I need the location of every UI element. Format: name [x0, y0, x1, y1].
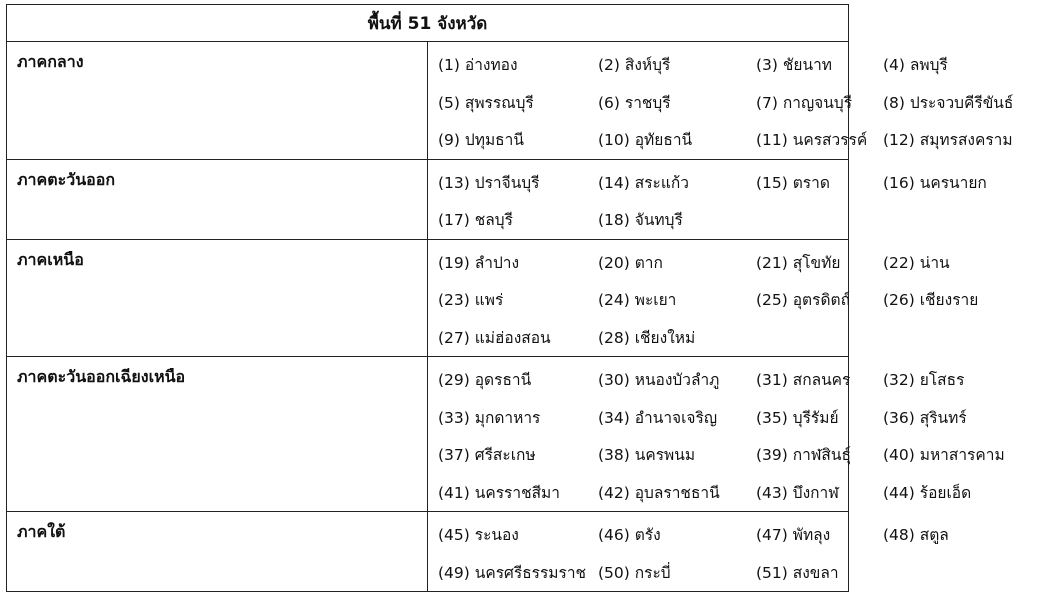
province-item: (39) กาฬสินธุ์ — [756, 446, 851, 465]
region-name: ภาคใต้ — [7, 512, 428, 592]
province-item: (42) อุบลราชธานี — [598, 483, 720, 502]
province-item: (27) แม่ฮ่องสอน — [438, 328, 551, 347]
province-item: (21) สุโขทัย — [756, 253, 841, 272]
province-item: (41) นครราชสีมา — [438, 483, 560, 502]
province-list — [438, 244, 979, 357]
province-list — [438, 361, 1005, 511]
province-item: (5) สุพรรณบุรี — [438, 93, 534, 112]
province-item: (15) ตราด — [756, 173, 830, 192]
region-name: ภาคเหนือ — [7, 239, 428, 357]
province-item: (16) นครนายก — [883, 173, 987, 192]
region-row-central — [7, 42, 849, 160]
province-item: (17) ชลบุรี — [438, 211, 513, 230]
province-item: (2) สิงห์บุรี — [598, 56, 671, 75]
province-item: (40) มหาสารคาม — [883, 446, 1005, 465]
province-item: (23) แพร่ — [438, 291, 504, 310]
province-item: (11) นครสวรรค์ — [756, 131, 868, 150]
province-item: (14) สระแก้ว — [598, 173, 689, 192]
province-item: (38) นครพนม — [598, 446, 696, 465]
province-item: (43) บึงกาฬ — [756, 483, 839, 502]
province-item: (12) สมุทรสงคราม — [883, 131, 1013, 150]
region-provinces — [428, 159, 987, 239]
province-item: (35) บุรีรัมย์ — [756, 408, 839, 427]
province-item: (48) สตูล — [883, 526, 949, 545]
region-provinces — [428, 239, 979, 357]
province-item: (32) ยโสธร — [883, 371, 965, 390]
province-item: (22) น่าน — [883, 253, 950, 272]
province-item: (47) พัทลุง — [756, 526, 831, 545]
region-row-south — [7, 512, 849, 592]
table-title: พื้นที่ 51 จังหวัด — [7, 5, 849, 42]
region-row-east — [7, 159, 849, 239]
province-list — [438, 164, 987, 239]
province-item: (19) ลำปาง — [438, 253, 520, 272]
province-item: (33) มุกดาหาร — [438, 408, 541, 427]
province-item: (24) พะเยา — [598, 291, 677, 310]
province-item: (30) หนองบัวลำภู — [598, 371, 720, 390]
province-item: (10) อุทัยธานี — [598, 131, 693, 150]
province-item: (8) ประจวบคีรีขันธ์ — [883, 93, 1014, 112]
province-item: (51) สงขลา — [756, 563, 839, 582]
region-name: ภาคตะวันออก — [7, 159, 428, 239]
province-item: (20) ตาก — [598, 253, 663, 272]
region-provinces — [428, 512, 949, 592]
province-item: (46) ตรัง — [598, 526, 661, 545]
province-list — [438, 46, 1014, 159]
province-item: (1) อ่างทอง — [438, 56, 518, 75]
province-item: (9) ปทุมธานี — [438, 131, 524, 150]
province-item: (28) เชียงใหม่ — [598, 328, 696, 347]
province-item: (26) เชียงราย — [883, 291, 979, 310]
province-item: (18) จันทบุรี — [598, 211, 683, 230]
province-item: (36) สุรินทร์ — [883, 408, 967, 427]
province-item: (4) ลพบุรี — [883, 56, 948, 75]
region-provinces — [428, 357, 1005, 512]
region-name: ภาคตะวันออกเฉียงเหนือ — [7, 357, 428, 512]
province-item: (25) อุตรดิตถ์ — [756, 291, 850, 310]
provinces-table — [6, 4, 1014, 592]
region-row-north — [7, 239, 849, 357]
province-item: (45) ระนอง — [438, 526, 519, 545]
province-list — [438, 516, 949, 591]
region-row-northeast — [7, 357, 849, 512]
province-item: (3) ชัยนาท — [756, 56, 833, 75]
province-item: (50) กระบี่ — [598, 563, 671, 582]
province-item: (44) ร้อยเอ็ด — [883, 483, 972, 502]
province-item: (7) กาญจนบุรี — [756, 93, 853, 112]
province-item: (49) นครศรีธรรมราช — [438, 563, 587, 582]
province-item: (31) สกลนคร — [756, 371, 851, 390]
region-provinces — [428, 42, 1014, 160]
table-header-row — [7, 5, 849, 42]
province-item: (37) ศรีสะเกษ — [438, 446, 536, 465]
province-item: (6) ราชบุรี — [598, 93, 671, 112]
province-item: (13) ปราจีนบุรี — [438, 173, 540, 192]
province-item: (34) อำนาจเจริญ — [598, 408, 718, 427]
region-name: ภาคกลาง — [7, 42, 428, 160]
province-item: (29) อุดรธานี — [438, 371, 532, 390]
